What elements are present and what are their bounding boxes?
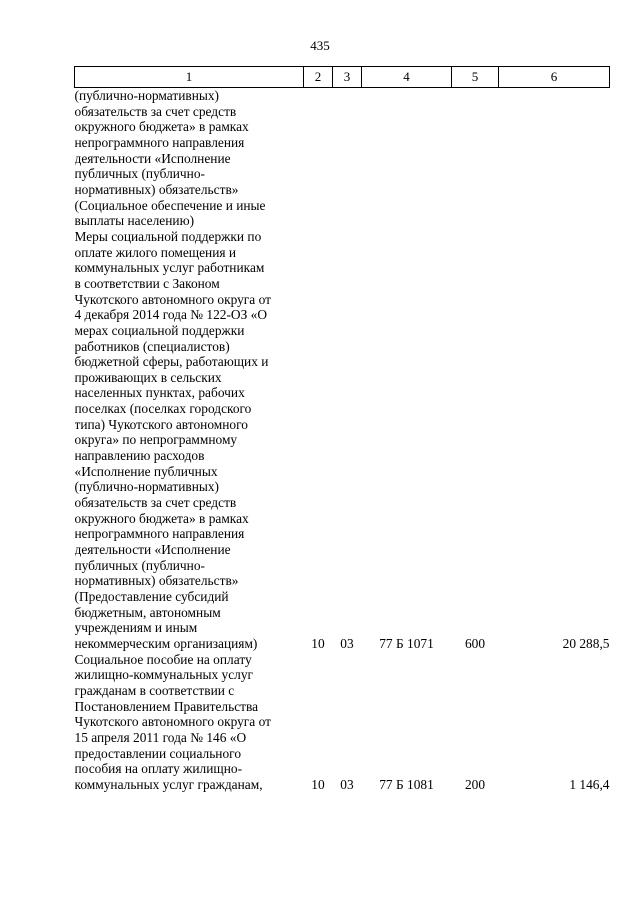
target-article-code: 77 Б 1071	[379, 635, 434, 651]
table-row	[75, 229, 610, 652]
description-line: «Исполнение публичных	[74, 463, 218, 479]
description-line: Меры социальной поддержки по	[74, 228, 262, 244]
column-header-4: 4	[362, 67, 452, 88]
page-number: 435	[310, 38, 330, 53]
description-line: в соответствии с Законом	[74, 275, 220, 291]
table-row	[75, 88, 610, 229]
row-description	[75, 88, 304, 229]
description-line: (публично-нормативных)	[74, 88, 220, 103]
description-line: Чукотского автономного округа от	[74, 291, 271, 307]
description-line: деятельности «Исполнение	[74, 542, 231, 558]
target-article-code: 77 Б 1081	[379, 776, 434, 792]
description-line: направлению расходов	[74, 448, 205, 464]
description-line: проживающих в сельских	[74, 369, 222, 385]
description-line: некоммерческим организациям)	[74, 635, 258, 651]
description-line: (публично-нормативных)	[74, 479, 220, 495]
column-header-2: 2	[304, 67, 333, 88]
subsection-code	[333, 88, 362, 229]
table-header-row	[75, 67, 610, 88]
description-line: обязательств за счет средств	[74, 495, 237, 511]
description-line: оплате жилого помещения и	[74, 244, 237, 260]
description-line: предоставлении социального	[74, 745, 242, 761]
table-body	[75, 88, 610, 793]
description-line: Социальное пособие на оплату	[74, 651, 252, 667]
amount-value: 20 288,5	[562, 635, 610, 651]
target-article-code	[362, 88, 452, 229]
column-header-3: 3	[333, 67, 362, 88]
description-line: нормативных) обязательств»	[74, 573, 239, 589]
description-line: выплаты населению)	[74, 213, 195, 229]
description-line: 4 декабря 2014 года № 122-ОЗ «О	[74, 307, 268, 323]
description-line: бюджетной сферы, работающих и	[74, 354, 269, 370]
section-code	[304, 88, 333, 229]
section-code: 10	[311, 635, 325, 651]
expense-type-code: 600	[464, 635, 486, 651]
description-line: (Социальное обеспечение и иные	[74, 197, 266, 213]
description-line: 15 апреля 2011 года № 146 «О	[74, 729, 247, 745]
description-line: округа» по непрограммному	[74, 432, 238, 448]
amount-value: 1 146,4	[569, 776, 610, 792]
amount-value	[499, 88, 610, 229]
subsection-code: 03	[340, 635, 354, 651]
description-line: непрограммного направления	[74, 526, 245, 542]
description-line: коммунальных услуг работникам	[74, 260, 265, 276]
budget-table	[74, 66, 610, 793]
section-code: 10	[311, 776, 325, 792]
description-line: населенных пунктах, рабочих	[74, 385, 245, 401]
description-line: деятельности «Исполнение	[74, 150, 231, 166]
description-line: Постановлением Правительства	[74, 698, 259, 714]
row-description	[75, 652, 304, 793]
description-line: окружного бюджета» в рамках	[74, 119, 249, 135]
description-line: учреждениям и иным	[74, 620, 198, 636]
table-row	[75, 652, 610, 793]
description-line: коммунальных услуг гражданам,	[74, 776, 263, 792]
expense-type-code	[452, 88, 499, 229]
description-line: публичных (публично-	[74, 166, 205, 182]
description-line: нормативных) обязательств»	[74, 181, 239, 197]
description-line: мерах социальной поддержки	[74, 322, 245, 338]
description-line: типа) Чукотского автономного	[74, 416, 248, 432]
column-header-5: 5	[452, 67, 499, 88]
description-line: публичных (публично-	[74, 557, 205, 573]
description-line: бюджетным, автономным	[74, 604, 221, 620]
column-header-1: 1	[75, 67, 304, 88]
subsection-code: 03	[340, 776, 354, 792]
description-line: (Предоставление субсидий	[74, 589, 229, 604]
description-line: поселках (поселках городского	[74, 401, 252, 417]
description-line: жилищно-коммунальных услуг	[74, 667, 254, 683]
description-line: пособия на оплату жилищно-	[74, 761, 243, 777]
column-header-6: 6	[499, 67, 610, 88]
description-line: непрограммного направления	[74, 134, 245, 150]
description-line: гражданам в соответствии с	[74, 682, 235, 698]
description-line: обязательств за счет средств	[74, 103, 237, 119]
row-description	[75, 229, 304, 652]
expense-type-code: 200	[464, 776, 486, 792]
description-line: работников (специалистов)	[74, 338, 230, 354]
description-line: окружного бюджета» в рамках	[74, 510, 249, 526]
description-line: Чукотского автономного округа от	[74, 714, 271, 730]
